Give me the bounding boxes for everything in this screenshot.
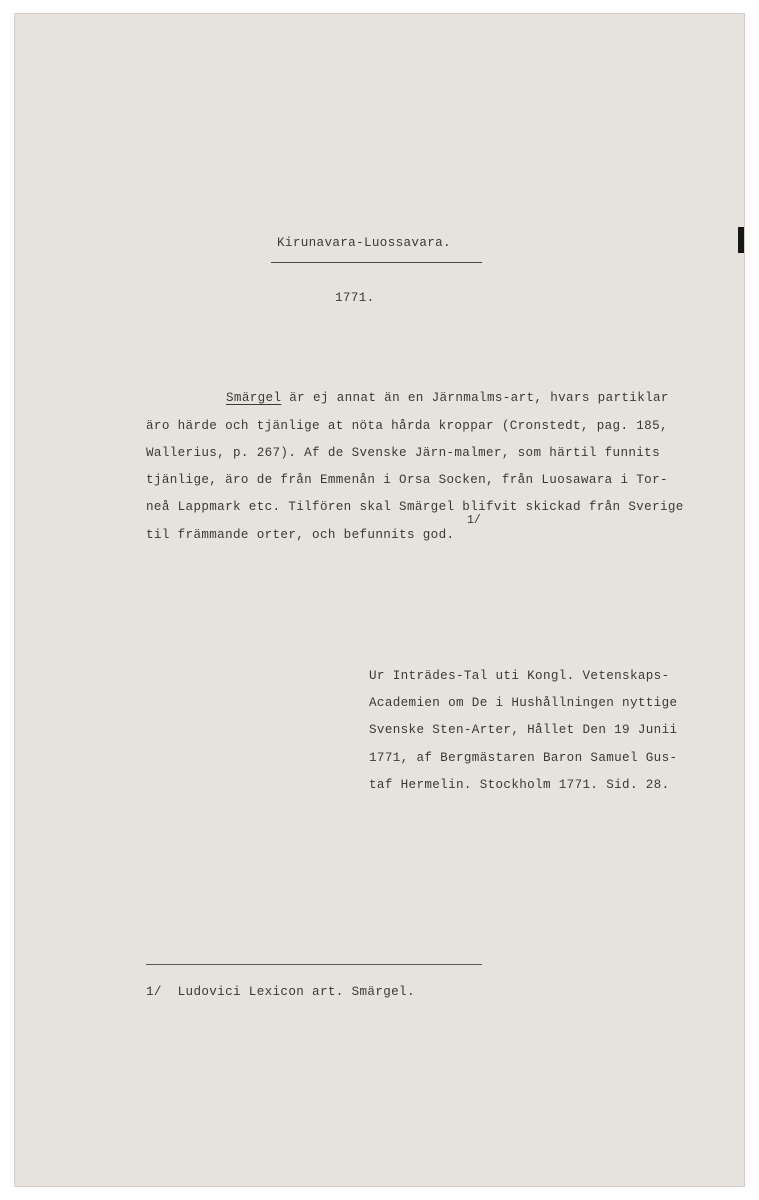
paragraph-line-3: Wallerius, p. 267). Af de Svenske Järn-malmer, som härtil funnits <box>146 446 660 460</box>
title-underline <box>271 262 482 263</box>
paragraph-line-1 <box>226 390 669 406</box>
page-title: Kirunavara-Luossavara. <box>277 236 451 250</box>
paragraph-line-2: äro härde och tjänlige at nöta hårda kroppar (Cronstedt, pag. 185, <box>146 419 668 433</box>
source-line-3: Svenske Sten-Arter, Hållet Den 19 Junii <box>369 723 678 737</box>
footnote-text: 1/ Ludovici Lexicon art. Smärgel. <box>146 985 415 999</box>
source-line-5: taf Hermelin. Stockholm 1771. Sid. 28. <box>369 778 670 792</box>
year-heading: 1771. <box>335 291 375 305</box>
edge-clip-mark <box>738 227 744 253</box>
paragraph-line-5: neå Lappmark etc. Tilfören skal Smärgel blifvit skickad från Sverige <box>146 500 684 514</box>
paragraph-line-6: til främmande orter, och befunnits god. <box>146 528 455 542</box>
keyword-smargel: Smärgel <box>226 391 282 405</box>
paragraph-line-1-text: är ej annat än en Järnmalms-art, hvars partiklar <box>281 391 669 405</box>
source-line-4: 1771, af Bergmästaren Baron Samuel Gus- <box>369 751 678 765</box>
document-page <box>14 13 745 1187</box>
source-line-2: Academien om De i Hushållningen nyttige <box>369 696 678 710</box>
source-line-1: Ur Inträdes-Tal uti Kongl. Vetenskaps- <box>369 669 670 683</box>
paragraph-line-4: tjänlige, äro de från Emmenån i Orsa Socken, från Luosawara i Tor- <box>146 473 668 487</box>
footnote-reference-mark: 1/ <box>467 514 481 527</box>
footnote-separator <box>146 964 482 965</box>
